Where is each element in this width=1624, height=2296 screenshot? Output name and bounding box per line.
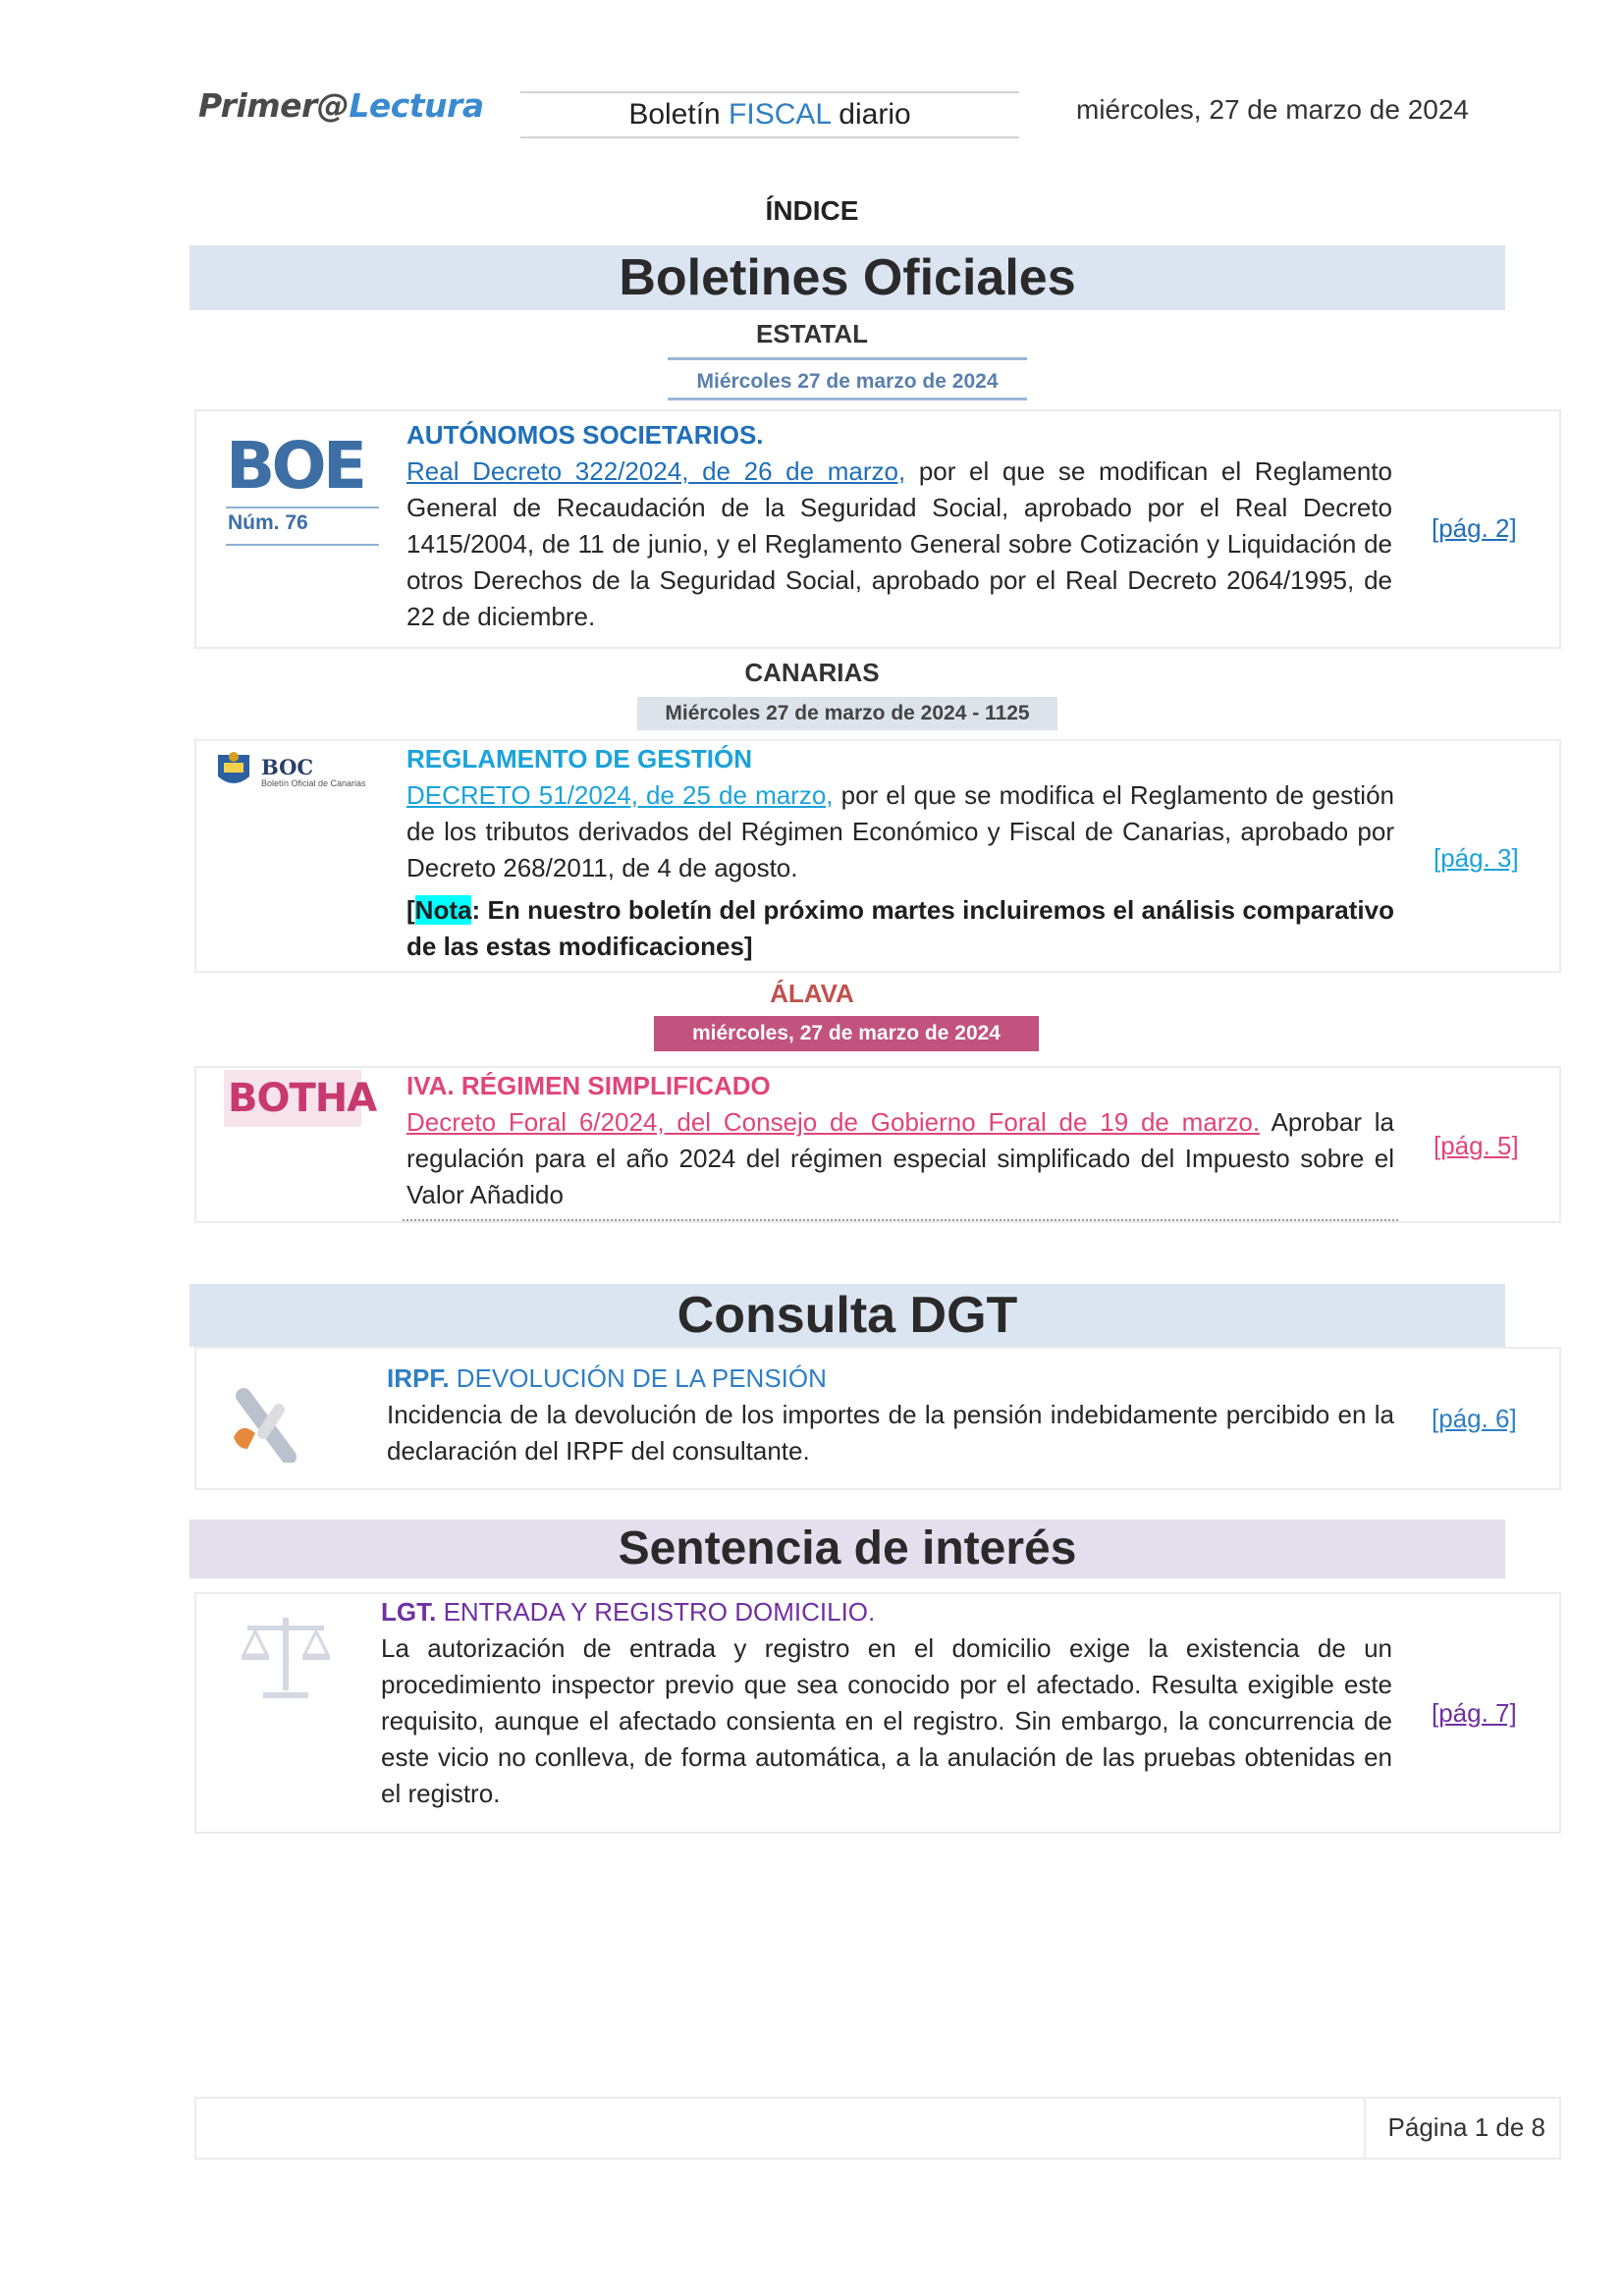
logo-part2: Lectura xyxy=(349,86,484,125)
entry-sentencia xyxy=(194,1592,1561,1834)
estatal-page-link[interactable]: [pág. 2] xyxy=(1432,513,1517,543)
boc-subtitle: Boletín Oficial de Canarias xyxy=(261,778,366,788)
canarias-decree-link[interactable]: DECRETO 51/2024, de 25 de marzo, xyxy=(406,780,834,810)
section-consulta-dgt: Consulta DGT xyxy=(189,1284,1505,1347)
alava-title: IVA. RÉGIMEN SIMPLIFICADO xyxy=(406,1071,771,1100)
dgt-title xyxy=(387,1361,1394,1397)
note-label: Nota xyxy=(414,895,472,925)
alava-date-chip: miércoles, 27 de marzo de 2024 xyxy=(654,1016,1039,1051)
sentencia-title-bold: LGT. xyxy=(381,1597,437,1627)
alava-decree-link[interactable]: Decreto Foral 6/2024, del Consejo de Gobierno Foral de 19 de marzo. xyxy=(406,1107,1261,1137)
alava-dotted-divider xyxy=(403,1219,1398,1221)
dgt-body xyxy=(387,1361,1394,1469)
alava-description: Aprobar la regulación para el año 2024 del régimen especial simplificado del Impuesto sobre el Valor Añadido xyxy=(406,1107,1395,1209)
header-date: miércoles, 27 de marzo de 2024 xyxy=(1076,94,1469,125)
canarias-body xyxy=(406,741,1394,965)
canarias-page-link[interactable]: [pág. 3] xyxy=(1434,843,1519,873)
region-canarias: CANARIAS xyxy=(744,658,880,687)
svg-text:BOC: BOC xyxy=(261,755,314,779)
sentencia-text: La autorización de entrada y registro en el domicilio exige la existencia de un procedimiento inspector previo que sea conocido por el afectado. Resulta exigible este requisito, aunque el afectado consienta en el registro. Sin embargo, la concurrencia de este vicio no conlleva, de forma automática, a la anulación de las pruebas obtenidas en el registro. xyxy=(381,1633,1392,1808)
sentencia-body xyxy=(381,1594,1392,1812)
section-boletines-oficiales: Boletines Oficiales xyxy=(189,245,1505,310)
logo-part1: Primer@ xyxy=(198,86,350,125)
bulletin-title xyxy=(520,91,1019,138)
entry-estatal xyxy=(194,409,1561,649)
sentencia-title-rest: ENTRADA Y REGISTRO DOMICILIO. xyxy=(436,1597,876,1627)
dgt-title-bold: IRPF. xyxy=(387,1363,450,1393)
bulletin-suffix: diario xyxy=(830,98,911,131)
sentencia-title xyxy=(381,1594,1392,1630)
entry-canarias xyxy=(194,739,1561,973)
estatal-body xyxy=(406,417,1392,635)
alava-text xyxy=(406,1104,1394,1213)
estatal-decree-link[interactable]: Real Decreto 322/2024, de 26 de marzo, xyxy=(406,456,906,486)
botha-logo-text: BOTHA xyxy=(228,1076,377,1121)
bulletin-prefix: Boletín xyxy=(628,98,730,131)
canarias-date-chip: Miércoles 27 de marzo de 2024 - 1125 xyxy=(637,697,1057,730)
estatal-title: AUTÓNOMOS SOCIETARIOS. xyxy=(406,420,764,450)
region-alava: ÁLAVA xyxy=(770,979,854,1008)
canarias-description: por el que se modifica el Reglamento de gestión de los tributos derivados del Régimen Económico y Fiscal de Canarias, aprobado por Decreto 268/2011, de 4 de agosto. xyxy=(406,780,1394,882)
alava-page-link[interactable]: [pág. 5] xyxy=(1434,1131,1519,1160)
canarias-text xyxy=(406,777,1394,886)
canarias-title: REGLAMENTO DE GESTIÓN xyxy=(406,744,752,774)
dgt-text: Incidencia de la devolución de los importes de la pensión indebidamente percibido en la declaración del IRPF del consultante. xyxy=(387,1400,1394,1466)
svg-text:BOE: BOE xyxy=(226,429,367,504)
boe-number: Núm. 76 xyxy=(228,511,308,534)
primera-lectura-logo xyxy=(198,86,484,125)
estatal-text xyxy=(406,454,1392,635)
bulletin-fiscal: FISCAL xyxy=(729,98,831,131)
note-bracket: [ xyxy=(406,895,415,925)
estatal-date-chip: Miércoles 27 de marzo de 2024 xyxy=(668,357,1027,400)
page-number: Página 1 de 8 xyxy=(1387,2112,1545,2142)
scales-of-justice-icon xyxy=(240,1612,332,1702)
index-heading: ÍNDICE xyxy=(765,195,859,226)
entry-alava xyxy=(194,1066,1561,1223)
dgt-page-link[interactable]: [pág. 6] xyxy=(1432,1404,1517,1433)
estatal-description: por el que se modifican el Reglamento General de Recaudación de la Seguridad Social, aprobado por el Real Decreto 1415/2004, de 11 de junio, y el Reglamento General sobre Cotización y Liquidación de otros Derechos de la Seguridad Social, aprobado por el Real Decreto 2064/1995, de 22 de diciembre. xyxy=(406,456,1392,631)
tax-agency-icon xyxy=(226,1388,308,1463)
dgt-title-rest: DEVOLUCIÓN DE LA PENSIÓN xyxy=(449,1363,827,1393)
region-estatal: ESTATAL xyxy=(755,319,869,348)
sentencia-page-link[interactable]: [pág. 7] xyxy=(1432,1698,1517,1728)
canarias-note xyxy=(406,892,1394,965)
note-text: : En nuestro boletín del próximo martes incluiremos el análisis comparativo de las estas modificaciones] xyxy=(406,895,1394,961)
footer xyxy=(194,2097,1561,2160)
footer-divider xyxy=(1364,2099,1366,2158)
boe-logo-icon xyxy=(226,429,379,547)
entry-dgt xyxy=(194,1347,1561,1490)
alava-body xyxy=(406,1068,1394,1213)
botha-logo-icon xyxy=(224,1070,377,1127)
section-sentencia: Sentencia de interés xyxy=(189,1520,1505,1578)
boc-logo-icon xyxy=(210,747,383,796)
